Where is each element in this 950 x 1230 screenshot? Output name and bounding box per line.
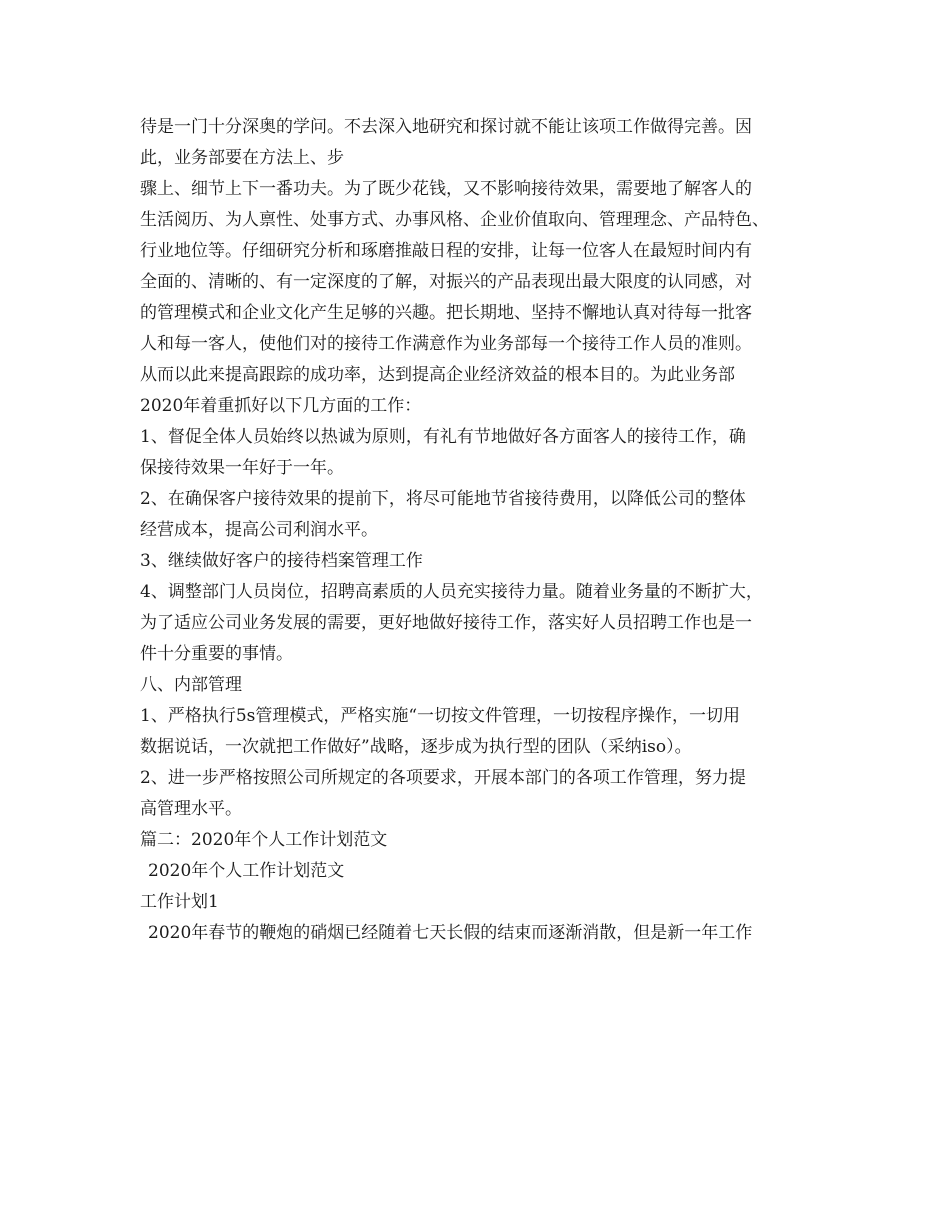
text-line: 1、督促全体人员始终以热诚为原则，有礼有节地做好各方面客人的接待工作，确 xyxy=(140,427,746,447)
text-line: 的管理模式和企业文化产生足够的兴趣。把长期地、坚持不懈地认真对待每一批客 xyxy=(140,303,752,323)
text-line: 2020年春节的鞭炮的硝烟已经随着七天长假的结束而逐渐消散，但是新一年工作 xyxy=(148,923,753,943)
text-line: 保接待效果一年好于一年。 xyxy=(140,458,344,478)
text-line: 2020年着重抓好以下几方面的工作： xyxy=(140,396,422,416)
text-line: 3、继续做好客户的接待档案管理工作 xyxy=(140,551,423,571)
document-title: 2020年个人工作计划范文 xyxy=(148,861,345,881)
text-line: 待是一门十分深奥的学问。不去深入地研究和探讨就不能让该项工作做得完善。因 xyxy=(140,117,752,137)
text-line: 2、进一步严格按照公司所规定的各项要求，开展本部门的各项工作管理，努力提 xyxy=(140,768,746,788)
text-line: 为了适应公司业务发展的需要，更好地做好接待工作，落实好人员招聘工作也是一 xyxy=(140,613,752,633)
text-line: 高管理水平。 xyxy=(140,799,242,819)
document-body xyxy=(140,112,820,949)
text-line: 行业地位等。仔细研究分析和琢磨推敲日程的安排，让每一位客人在最短时间内有 xyxy=(140,241,752,261)
text-line: 数据说话，一次就把工作做好”战略，逐步成为执行型的团队（采纳iso）。 xyxy=(140,737,692,757)
text-line: 2、在确保客户接待效果的提前下，将尽可能地节省接待费用，以降低公司的整体 xyxy=(140,489,746,509)
text-line: 全面的、清晰的、有一定深度的了解，对振兴的产品表现出最大限度的认同感，对 xyxy=(140,272,752,292)
text-line: 1、严格执行5s管理模式，严格实施“一切按文件管理，一切按程序操作，一切用 xyxy=(140,706,741,726)
section-heading: 工作计划1 xyxy=(140,892,219,912)
text-line: 骤上、细节上下一番功夫。为了既少花钱，又不影响接待效果，需要地了解客人的 xyxy=(140,179,752,199)
text-line: 4、调整部门人员岗位，招聘高素质的人员充实接待力量。随着业务量的不断扩大， xyxy=(140,582,763,602)
section-heading: 八、内部管理 xyxy=(140,675,242,695)
text-line: 生活阅历、为人禀性、处事方式、办事风格、企业价值取向、管理理念、产品特色、 xyxy=(140,210,769,230)
text-line: 人和每一客人，使他们对的接待工作满意作为业务部每一个接待工作人员的准则。 xyxy=(140,334,752,354)
text-line: 件十分重要的事情。 xyxy=(140,644,293,664)
text-line: 此，业务部要在方法上、步 xyxy=(140,148,344,168)
section-heading: 篇二：2020年个人工作计划范文 xyxy=(140,830,388,850)
text-line: 经营成本，提高公司利润水平。 xyxy=(140,520,378,540)
text-line: 从而以此来提高跟踪的成功率，达到提高企业经济效益的根本目的。为此业务部 xyxy=(140,365,735,385)
